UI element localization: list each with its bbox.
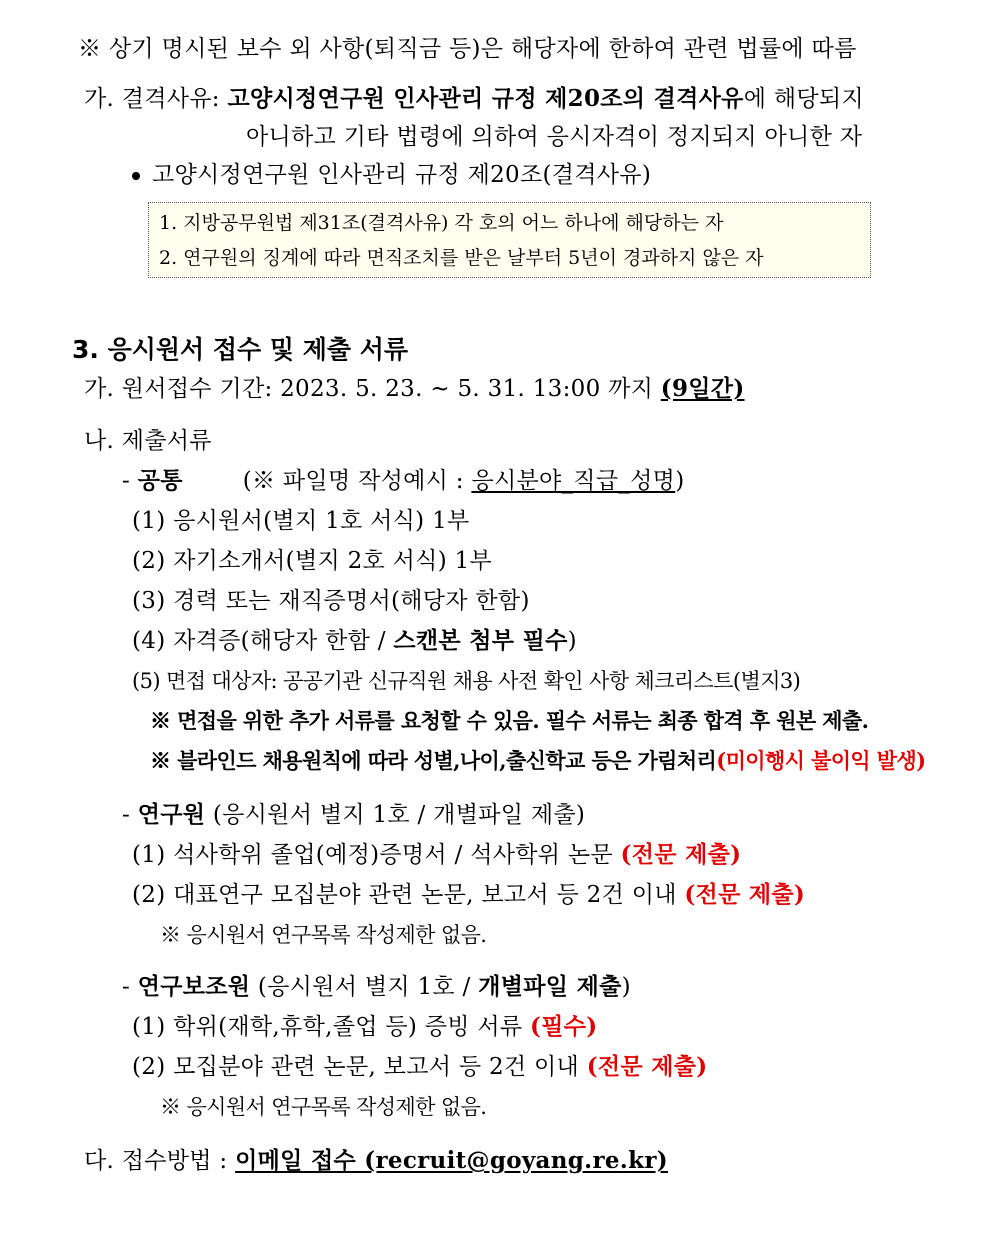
disqualification-label: 가. 결격사유: — [84, 86, 228, 112]
box-item-1: 1. 지방공무원법 제31조(결격사유) 각 호의 어느 하나에 해당하는 자 — [159, 212, 724, 234]
researcher-item-2-red: (전문 제출) — [684, 881, 806, 908]
common-item-4-bold: 스캔본 첨부 필수 — [393, 627, 568, 654]
method-label: 다. 접수방법 : — [84, 1148, 236, 1174]
disqualification-line2: 아니하고 기타 법령에 의하여 응시자격이 정지되지 아니한 자 — [246, 124, 863, 150]
common-item-2: (2) 자기소개서(별지 2호 서식) 1부 — [132, 548, 493, 574]
assistant-note-bold: 개별파일 제출 — [478, 973, 622, 1000]
assistant-dash: - — [122, 974, 138, 1000]
researcher-item-1 — [132, 840, 741, 870]
assistant-label: 연구보조원 — [137, 973, 251, 1000]
period-line — [84, 374, 745, 404]
common-dash: - — [122, 468, 138, 494]
common-note-2-prefix: ※ 블라인드 채용원칙에 따라 성별,나이,출신학교 등은 가림처리 — [150, 748, 717, 773]
assistant-item-2-red: (전문 제출) — [586, 1053, 708, 1080]
researcher-note-end: ※ 응시원서 연구목록 작성제한 없음. — [160, 923, 487, 947]
common-note-prefix: (※ 파일명 작성예시 : — [242, 468, 472, 494]
researcher-item-2-text: (2) 대표연구 모집분야 관련 논문, 보고서 등 2건 이내 — [132, 882, 685, 908]
common-item-3: (3) 경력 또는 재직증명서(해당자 한함) — [132, 588, 530, 614]
common-line — [122, 466, 684, 496]
common-label: 공통 — [137, 467, 183, 494]
researcher-note: (응시원서 별지 1호 / 개별파일 제출) — [205, 802, 586, 828]
assistant-note-prefix: (응시원서 별지 1호 / — [250, 974, 479, 1000]
researcher-item-2 — [132, 880, 805, 910]
common-item-5: (5) 면접 대상자: 공공기관 신규직원 채용 사전 확인 사항 체크리스트(별지3) — [132, 669, 801, 693]
period-label: 가. 원서접수 기간: 2023. 5. 23. ~ 5. 31. 13:00 까지 — [84, 376, 661, 402]
disqualification-line1 — [84, 84, 864, 114]
assistant-item-1-text: (1) 학위(재학,휴학,졸업 등) 증빙 서류 — [132, 1014, 531, 1040]
disqualification-bullet: 고양시정연구원 인사관리 규정 제20조(결격사유) — [152, 162, 652, 188]
researcher-line — [122, 800, 585, 830]
researcher-label: 연구원 — [137, 801, 206, 828]
common-item-4-suffix: ) — [567, 628, 577, 654]
period-days: (9일간) — [660, 375, 745, 402]
assistant-line — [122, 972, 631, 1002]
common-note-2-red: (미이행시 불이익 발생) — [716, 748, 926, 773]
researcher-item-1-text: (1) 석사학위 졸업(예정)증명서 / 석사학위 논문 — [132, 842, 621, 868]
method-line — [84, 1146, 668, 1176]
assistant-item-2-text: (2) 모집분야 관련 논문, 보고서 등 2건 이내 — [132, 1054, 587, 1080]
common-item-1: (1) 응시원서(별지 1호 서식) 1부 — [132, 508, 470, 534]
common-item-4 — [132, 626, 577, 656]
common-item-4-prefix: (4) 자격증(해당자 한함 / — [132, 628, 394, 654]
assistant-item-2 — [132, 1052, 707, 1082]
bullet-icon — [132, 172, 140, 180]
docs-label: 나. 제출서류 — [84, 428, 212, 454]
researcher-dash: - — [122, 802, 138, 828]
common-note-example: 응시분야_직급_성명 — [471, 468, 676, 494]
assistant-note-end: ※ 응시원서 연구목록 작성제한 없음. — [160, 1095, 487, 1119]
common-note-2 — [150, 746, 926, 776]
assistant-note-suffix: ) — [621, 974, 631, 1000]
assistant-item-1-red: (필수) — [530, 1013, 598, 1040]
researcher-item-1-red: (전문 제출) — [620, 841, 742, 868]
section-3-title: 3. 응시원서 접수 및 제출 서류 — [72, 335, 409, 364]
assistant-item-1 — [132, 1012, 597, 1042]
common-note-suffix: ) — [675, 468, 685, 494]
common-note-1: ※ 면접을 위한 추가 서류를 요청할 수 있음. 필수 서류는 최종 합격 후 원본 제출. — [150, 708, 869, 733]
disqualification-bold: 고양시정연구원 인사관리 규정 제20조의 결격사유 — [227, 85, 744, 112]
method-email-link[interactable]: 이메일 접수 (recruit@goyang.re.kr) — [235, 1147, 668, 1174]
box-item-2: 2. 연구원의 징계에 따라 면직조치를 받은 날부터 5년이 경과하지 않은 자 — [159, 247, 764, 269]
disqualification-rest: 에 해당되지 — [743, 86, 864, 112]
disqualification-box — [148, 202, 871, 278]
note-top: ※ 상기 명시된 보수 외 사항(퇴직금 등)은 해당자에 한하여 관련 법률에 따름 — [78, 36, 857, 62]
